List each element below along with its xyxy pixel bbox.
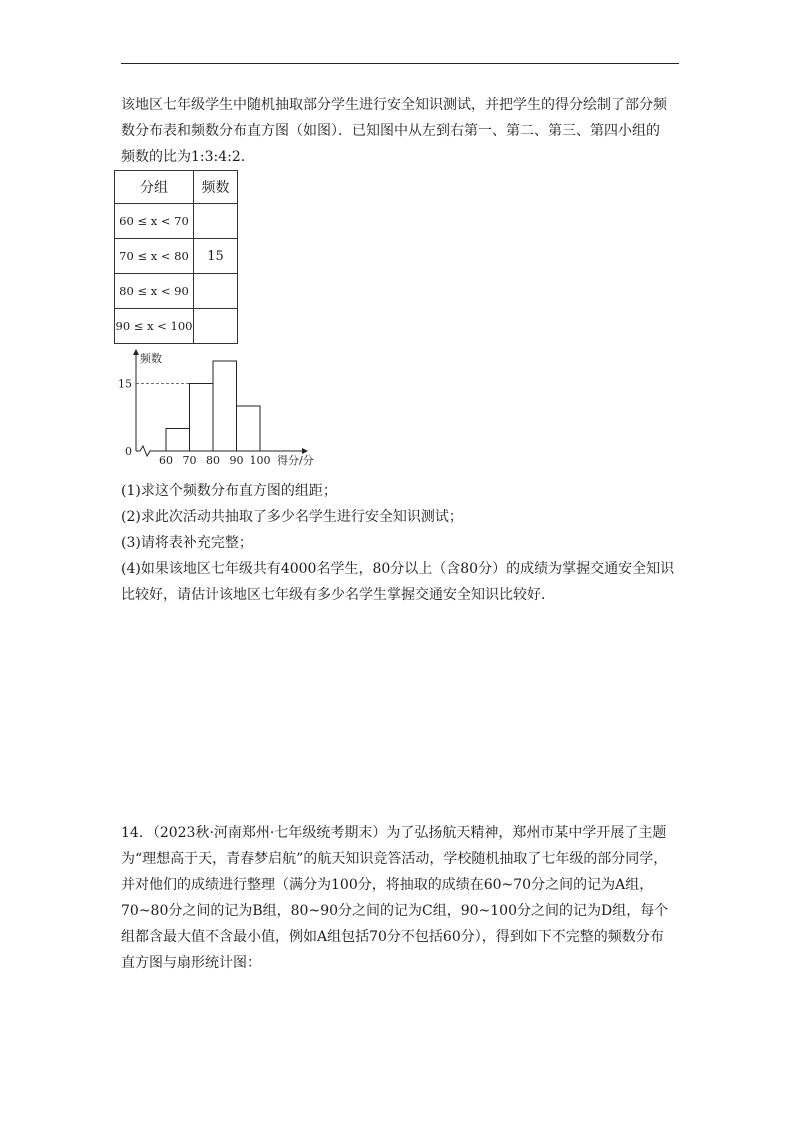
header-group: 分组	[115, 171, 194, 204]
frequency-cell	[194, 274, 238, 309]
question-4-continued: 比较好，请估计该地区七年级有多少名学生掌握交通安全知识比较好．	[121, 587, 555, 603]
question-4: (4)如果该地区七年级共有4000名学生，80分以上（含80分）的成绩为掌握交通安全知识	[121, 561, 675, 577]
question-2: (2)求此次活动共抽取了多少名学生进行安全知识测试；	[121, 509, 463, 525]
intro-line: 该地区七年级学生中随机抽取部分学生进行安全知识测试，并把学生的得分绘制了部分频	[121, 97, 667, 113]
group-cell: 80 ≤ x < 90	[115, 274, 194, 309]
x-axis-label: 得分/分	[277, 454, 314, 467]
problem-line: 为“理想高于天，青春梦启航”的航天知识竞答活动，学校随机抽取了七年级的部分同学，	[121, 851, 668, 867]
intro-line: 数分布表和频数分布直方图（如图）．已知图中从左到右第一、第二、第三、第四小组的	[121, 123, 660, 139]
x-tick-label: 60	[159, 454, 173, 467]
frequency-histogram	[110, 348, 340, 470]
problem-line: 直方图与扇形统计图：	[121, 955, 261, 971]
problem-line: 70~80分之间的记为B组，80~90分之间的记为C组，90~100分之间的记为D组，每个	[121, 903, 669, 919]
y-axis-label: 频数	[140, 352, 162, 365]
y-tick-label: 15	[118, 377, 132, 391]
problem-line: 14．（2023秋·河南郑州·七年级统考期末）为了弘扬航天精神，郑州市某中学开展了主题	[121, 825, 667, 841]
y-tick-label: 0	[125, 445, 132, 458]
x-tick-label: 90	[229, 454, 244, 467]
group-cell: 90 ≤ x < 100	[115, 309, 194, 344]
question-3: (3)请将表补充完整；	[121, 535, 253, 551]
y-tick-labels	[118, 378, 132, 459]
header-rule	[121, 63, 679, 64]
problem-line: 并对他们的成绩进行整理（满分为100分，将抽取的成绩在60~70分之间的记为A组，	[121, 877, 654, 893]
frequency-cell	[194, 204, 238, 239]
table-row	[115, 309, 238, 344]
header-frequency: 频数	[194, 171, 238, 204]
problem-line: 组都含最大值不含最小值，例如A组包括70分不包括60分），得到如下不完整的频数分布	[121, 929, 664, 945]
bars-group	[166, 361, 260, 451]
group-cell: 70 ≤ x < 80	[115, 239, 194, 274]
frequency-cell: 15	[194, 239, 238, 274]
intro-paragraph	[121, 92, 681, 170]
intro-line: 频数的比为1:3:4:2．	[121, 149, 255, 165]
histogram-bar	[190, 384, 214, 452]
table-row	[115, 274, 238, 309]
histogram-bar	[237, 406, 261, 451]
question-1: (1)求这个频数分布直方图的组距；	[121, 483, 337, 499]
table-row	[115, 204, 238, 239]
table-header-row	[115, 171, 238, 204]
frequency-table	[114, 170, 238, 344]
x-tick-labels	[159, 454, 271, 467]
problem-14	[121, 820, 681, 976]
group-cell: 60 ≤ x < 70	[115, 204, 194, 239]
histogram-bar	[213, 361, 237, 451]
x-tick-label: 80	[206, 454, 220, 467]
table-row	[115, 239, 238, 274]
x-tick-label: 100	[249, 454, 271, 467]
histogram-bar	[166, 429, 190, 452]
frequency-cell	[194, 309, 238, 344]
x-tick-label: 70	[182, 454, 197, 467]
